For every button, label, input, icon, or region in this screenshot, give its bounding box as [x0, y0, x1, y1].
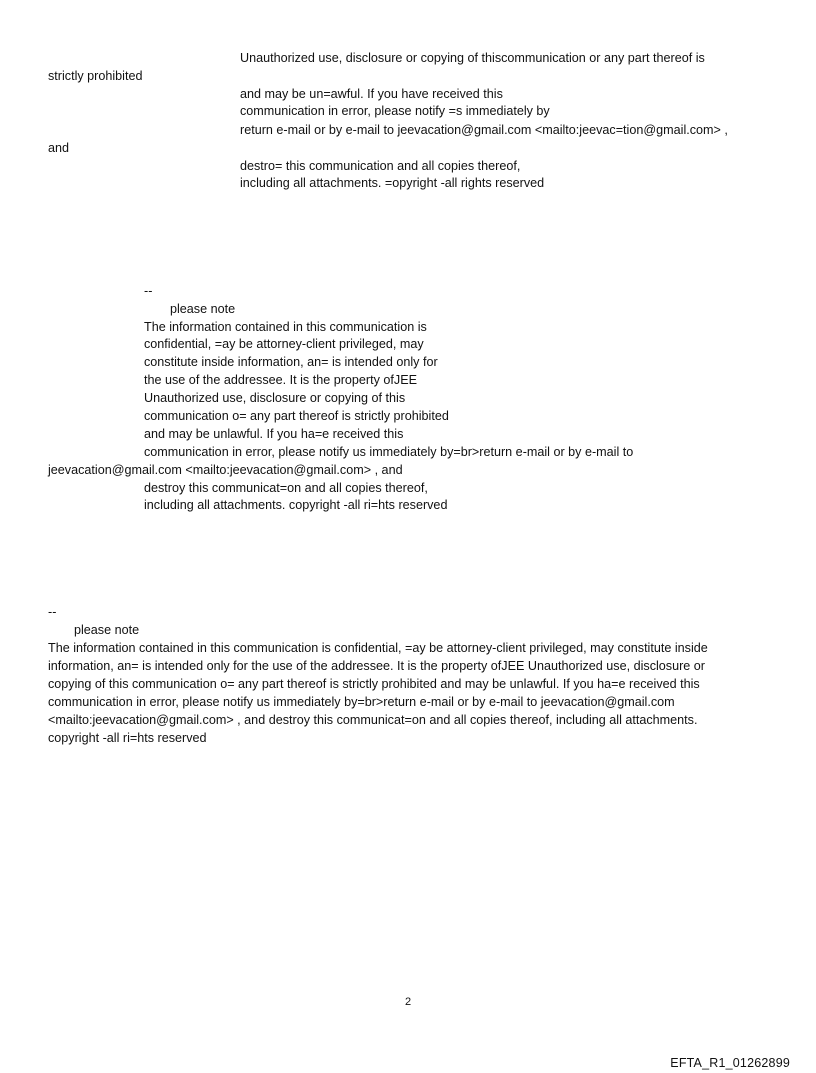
section-3-line: copyright -all ri=hts reserved	[48, 731, 207, 745]
separator: --	[48, 605, 57, 619]
section-1-line: including all attachments. =opyright -all rights reserved	[240, 176, 545, 190]
section-2-line: the use of the addressee. It is the property ofJEE	[144, 373, 418, 387]
section-2-line: constitute inside information, an= is intended only for	[144, 355, 438, 369]
section-heading: please note	[170, 302, 236, 316]
section-2-line: Unauthorized use, disclosure or copying of this	[144, 391, 406, 405]
separator: --	[144, 284, 153, 298]
section-1-line: return e-mail or by e-mail to jeevacation@gmail.com <mailto:jeevac=tion@gmail.com> ,	[240, 123, 728, 137]
section-3-line: information, an= is intended only for the use of the addressee. It is the property ofJEE Unauthorized use, disclosure or	[48, 659, 705, 673]
section-1-line: strictly prohibited	[48, 69, 143, 83]
section-3-line: <mailto:jeevacation@gmail.com> , and destroy this communicat=on and all copies thereof, including all attachments.	[48, 713, 698, 727]
document-id: EFTA_R1_01262899	[670, 1056, 790, 1070]
section-2-line: The information contained in this communication is	[144, 320, 427, 334]
section-1-line: Unauthorized use, disclosure or copying of thiscommunication or any part thereof is	[240, 51, 705, 65]
section-3-line: copying of this communication o= any part thereof is strictly prohibited and may be unlawful. If you ha=e received this	[48, 677, 700, 691]
section-2-line: including all attachments. copyright -all ri=hts reserved	[144, 498, 448, 512]
section-2-line: communication in error, please notify us immediately by=br>return e-mail or by e-mail to	[144, 445, 634, 459]
section-3-line: communication in error, please notify us immediately by=br>return e-mail or by e-mail to jeevacation@gmail.com	[48, 695, 675, 709]
section-2-line: communication o= any part thereof is strictly prohibited	[144, 409, 449, 423]
section-2-line: and may be unlawful. If you ha=e received this	[144, 427, 404, 441]
section-1-line: and	[48, 141, 70, 155]
section-1-line: destro= this communication and all copies thereof,	[240, 159, 521, 173]
section-1-line: and may be un=awful. If you have received this	[240, 87, 503, 101]
section-heading: please note	[74, 623, 140, 637]
section-3-line: The information contained in this communication is confidential, =ay be attorney-client privileged, may constitute inside	[48, 641, 708, 655]
section-2-line: jeevacation@gmail.com <mailto:jeevacation@gmail.com> , and	[48, 463, 403, 477]
section-2-line: confidential, =ay be attorney-client privileged, may	[144, 337, 424, 351]
section-2-line: destroy this communicat=on and all copies thereof,	[144, 481, 428, 495]
page-number: 2	[404, 996, 412, 1008]
section-1-line: communication in error, please notify =s immediately by	[240, 104, 550, 118]
